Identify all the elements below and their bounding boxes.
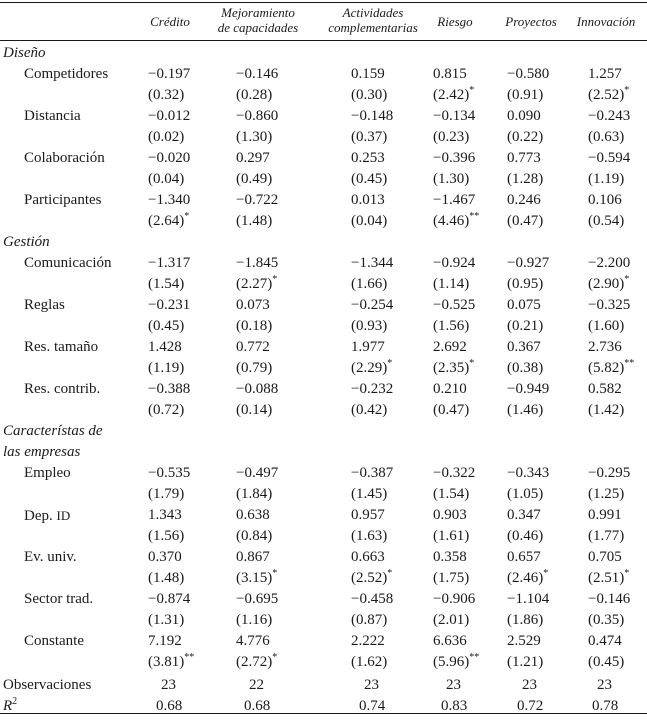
r-squared-cell: 0.72 <box>517 698 544 714</box>
column-header-line: Mejoramiento <box>221 5 295 20</box>
table-row-se <box>0 400 647 421</box>
coefficient-cell: −0.525 <box>433 297 476 313</box>
significance-mark: * <box>272 568 278 579</box>
r-squared-cell: 0.68 <box>244 698 271 714</box>
coefficient-cell: −1.467 <box>433 192 476 208</box>
table-row-se <box>0 358 647 379</box>
table-top-rule <box>0 2 647 3</box>
coefficient-cell: −0.232 <box>351 381 394 397</box>
coefficient-cell: −0.949 <box>507 381 550 397</box>
table-row <box>0 505 647 526</box>
table-row-se <box>0 274 647 295</box>
tstat-cell: (1.21) <box>507 654 544 670</box>
tstat-cell: (1.84) <box>236 486 273 502</box>
table-bottom-rule <box>0 713 647 714</box>
coefficient-cell: −0.088 <box>236 381 279 397</box>
coefficient-cell: −0.388 <box>148 381 191 397</box>
significance-mark: * <box>272 274 278 285</box>
tstat-cell: (0.32) <box>148 87 185 103</box>
tstat-cell: (1.16) <box>236 612 273 628</box>
coefficient-cell: −1.845 <box>236 255 279 271</box>
significance-mark: * <box>272 652 278 663</box>
tstat-cell: (1.48) <box>148 570 185 586</box>
tstat-cell: (4.46)** <box>433 211 480 229</box>
tstat-cell: (0.54) <box>588 213 625 229</box>
section-title-row <box>0 421 647 442</box>
coefficient-cell: 0.090 <box>507 108 541 124</box>
tstat-cell: (2.27)* <box>236 274 278 292</box>
coefficient-cell: −0.580 <box>507 66 550 82</box>
section-title-row <box>0 442 647 463</box>
tstat-cell: (1.25) <box>588 486 625 502</box>
r-squared-cell: 0.78 <box>592 698 619 714</box>
column-header-line: Proyectos <box>505 14 557 29</box>
table-row <box>0 547 647 568</box>
coefficient-cell: −0.322 <box>433 465 476 481</box>
coefficient-cell: −0.874 <box>148 591 191 607</box>
tstat-cell: (2.64)* <box>148 211 190 229</box>
coefficient-cell: 2.692 <box>433 339 467 355</box>
coefficient-cell: −0.396 <box>433 150 476 166</box>
variable-label: Participantes <box>24 192 102 208</box>
observations-cell: 23 <box>597 677 612 693</box>
coefficient-cell: 1.428 <box>148 339 182 355</box>
coefficient-cell: 4.776 <box>236 633 270 649</box>
coefficient-cell: 0.073 <box>236 297 270 313</box>
tstat-cell: (0.04) <box>148 171 185 187</box>
variable-label: Reglas <box>24 297 65 313</box>
table-row <box>0 190 647 211</box>
tstat-cell: (0.95) <box>507 276 544 292</box>
tstat-cell: (1.54) <box>433 486 470 502</box>
variable-label: Colaboración <box>24 150 105 166</box>
tstat-cell: (2.35)* <box>433 358 475 376</box>
coefficient-cell: 2.736 <box>588 339 622 355</box>
tstat-cell: (1.30) <box>236 129 273 145</box>
variable-label: Distancia <box>24 108 81 124</box>
coefficient-cell: −0.458 <box>351 591 394 607</box>
significance-mark: ** <box>469 211 480 222</box>
tstat-cell: (1.05) <box>507 486 544 502</box>
coefficient-cell: 6.636 <box>433 633 467 649</box>
variable-label: Res. tamaño <box>24 339 99 355</box>
table-row-se <box>0 211 647 232</box>
tstat-cell: (0.02) <box>148 129 185 145</box>
tstat-cell: (2.52)* <box>588 85 630 103</box>
tstat-cell: (1.66) <box>351 276 388 292</box>
tstat-cell: (1.79) <box>148 486 185 502</box>
table-row <box>0 379 647 400</box>
observations-label: Observaciones <box>3 677 92 693</box>
observations-row <box>0 675 647 696</box>
coefficient-cell: 2.222 <box>351 633 385 649</box>
variable-label: Dep. ID <box>24 508 71 524</box>
coefficient-cell: −1.340 <box>148 192 191 208</box>
r-squared-cell: 0.68 <box>156 698 183 714</box>
tstat-cell: (1.19) <box>588 171 625 187</box>
tstat-cell: (1.46) <box>507 402 544 418</box>
r-squared-cell: 0.74 <box>359 698 386 714</box>
coefficient-cell: −0.594 <box>588 150 631 166</box>
variable-label: Sector trad. <box>24 591 94 607</box>
coefficient-cell: 0.657 <box>507 549 541 565</box>
tstat-cell: (1.62) <box>351 654 388 670</box>
significance-mark: * <box>543 568 549 579</box>
tstat-cell: (2.42)* <box>433 85 475 103</box>
coefficient-cell: −0.243 <box>588 108 631 124</box>
coefficient-cell: −0.325 <box>588 297 631 313</box>
table-row <box>0 463 647 484</box>
coefficient-cell: 0.358 <box>433 549 467 565</box>
table-row-se <box>0 127 647 148</box>
tstat-cell: (1.30) <box>433 171 470 187</box>
coefficient-cell: 0.957 <box>351 507 385 523</box>
tstat-cell: (0.45) <box>588 654 625 670</box>
column-header-line: de capacidades <box>217 20 299 35</box>
coefficient-cell: −0.295 <box>588 465 631 481</box>
coefficient-cell: −0.146 <box>236 66 279 82</box>
tstat-cell: (2.52)* <box>351 568 393 586</box>
tstat-cell: (0.42) <box>351 402 388 418</box>
table-row <box>0 631 647 652</box>
tstat-cell: (0.47) <box>433 402 470 418</box>
tstat-cell: (2.29)* <box>351 358 393 376</box>
section-title-row <box>0 232 647 253</box>
tstat-cell: (1.75) <box>433 570 470 586</box>
coefficient-cell: 0.867 <box>236 549 270 565</box>
coefficient-cell: 0.159 <box>351 66 385 82</box>
coefficient-cell: −0.535 <box>148 465 191 481</box>
coefficient-cell: 1.257 <box>588 66 622 82</box>
coefficient-cell: −0.924 <box>433 255 476 271</box>
tstat-cell: (1.56) <box>433 318 470 334</box>
header-rule <box>0 40 647 41</box>
coefficient-cell: 1.977 <box>351 339 385 355</box>
tstat-cell: (0.45) <box>351 171 388 187</box>
significance-mark: ** <box>184 652 195 663</box>
coefficient-cell: −0.231 <box>148 297 191 313</box>
tstat-cell: (3.81)** <box>148 652 195 670</box>
section-title: Característas de <box>3 423 103 439</box>
tstat-cell: (1.56) <box>148 528 185 544</box>
tstat-cell: (1.60) <box>588 318 625 334</box>
column-header-line: Riesgo <box>437 14 473 29</box>
coefficient-cell: −0.254 <box>351 297 394 313</box>
coefficient-cell: 0.210 <box>433 381 467 397</box>
section-title: Diseño <box>3 45 46 61</box>
variable-label: Ev. univ. <box>24 549 77 565</box>
coefficient-cell: 0.075 <box>507 297 541 313</box>
coefficient-cell: 0.815 <box>433 66 467 82</box>
coefficient-cell: −0.722 <box>236 192 279 208</box>
tstat-cell: (2.72)* <box>236 652 278 670</box>
significance-mark: ** <box>624 358 635 369</box>
tstat-cell: (0.93) <box>351 318 388 334</box>
tstat-cell: (2.01) <box>433 612 470 628</box>
coefficient-cell: 0.638 <box>236 507 270 523</box>
coefficient-cell: −0.497 <box>236 465 279 481</box>
section-title: las empresas <box>3 444 81 460</box>
significance-mark: * <box>387 358 393 369</box>
tstat-cell: (0.28) <box>236 87 273 103</box>
tstat-cell: (0.21) <box>507 318 544 334</box>
tstat-cell: (0.47) <box>507 213 544 229</box>
significance-mark: * <box>624 568 630 579</box>
coefficient-cell: −0.860 <box>236 108 279 124</box>
tstat-cell: (0.18) <box>236 318 273 334</box>
coefficient-cell: −0.695 <box>236 591 279 607</box>
variable-label: Res. contrib. <box>24 381 101 397</box>
significance-mark: * <box>469 85 475 96</box>
tstat-cell: (3.15)* <box>236 568 278 586</box>
table-row-se <box>0 316 647 337</box>
observations-cell: 23 <box>446 677 461 693</box>
column-header-line: Actividades <box>342 5 404 20</box>
tstat-cell: (2.90)* <box>588 274 630 292</box>
significance-mark: ** <box>469 652 480 663</box>
coefficient-cell: 0.991 <box>588 507 622 523</box>
coefficient-cell: −2.200 <box>588 255 631 271</box>
table-row-se <box>0 610 647 631</box>
tstat-cell: (0.14) <box>236 402 273 418</box>
tstat-cell: (1.28) <box>507 171 544 187</box>
tstat-cell: (0.04) <box>351 213 388 229</box>
coefficient-cell: 0.772 <box>236 339 270 355</box>
tstat-cell: (0.72) <box>148 402 185 418</box>
tstat-cell: (0.35) <box>588 612 625 628</box>
coefficient-cell: 0.370 <box>148 549 182 565</box>
r-squared-symbol: R <box>3 698 13 714</box>
coefficient-cell: −1.344 <box>351 255 394 271</box>
tstat-cell: (1.31) <box>148 612 185 628</box>
table-row-se <box>0 484 647 505</box>
table-row-se <box>0 526 647 547</box>
tstat-cell: (1.45) <box>351 486 388 502</box>
coefficient-cell: 0.246 <box>507 192 541 208</box>
tstat-cell: (1.54) <box>148 276 185 292</box>
tstat-cell: (2.46)* <box>507 568 549 586</box>
tstat-cell: (1.61) <box>433 528 470 544</box>
column-header <box>546 14 647 29</box>
table-row <box>0 589 647 610</box>
coefficient-cell: 0.347 <box>507 507 541 523</box>
tstat-cell: (0.87) <box>351 612 388 628</box>
tstat-cell: (0.30) <box>351 87 388 103</box>
tstat-cell: (0.91) <box>507 87 544 103</box>
observations-cell: 23 <box>522 677 537 693</box>
table-row-se <box>0 169 647 190</box>
tstat-cell: (1.77) <box>588 528 625 544</box>
r-squared-cell: 0.83 <box>441 698 468 714</box>
significance-mark: * <box>624 85 630 96</box>
variable-label: Comunicación <box>24 255 112 271</box>
tstat-cell: (0.37) <box>351 129 388 145</box>
coefficient-cell: 0.705 <box>588 549 622 565</box>
table-row <box>0 148 647 169</box>
tstat-cell: (0.38) <box>507 360 544 376</box>
significance-mark: * <box>469 358 475 369</box>
coefficient-cell: −0.906 <box>433 591 476 607</box>
coefficient-cell: −0.146 <box>588 591 631 607</box>
r-squared-superscript: 2 <box>12 696 18 707</box>
observations-cell: 23 <box>161 677 176 693</box>
column-header-line: complementarias <box>328 20 418 35</box>
tstat-cell: (0.84) <box>236 528 273 544</box>
tstat-cell: (1.48) <box>236 213 273 229</box>
tstat-cell: (1.86) <box>507 612 544 628</box>
table-row <box>0 64 647 85</box>
significance-mark: * <box>387 568 393 579</box>
coefficient-cell: 0.367 <box>507 339 541 355</box>
coefficient-cell: −0.134 <box>433 108 476 124</box>
coefficient-cell: 7.192 <box>148 633 182 649</box>
significance-mark: * <box>184 211 190 222</box>
observations-cell: 22 <box>249 677 264 693</box>
coefficient-cell: −0.387 <box>351 465 394 481</box>
tstat-cell: (1.14) <box>433 276 470 292</box>
table-row <box>0 106 647 127</box>
coefficient-cell: −0.197 <box>148 66 191 82</box>
table-row-se <box>0 652 647 673</box>
table-row <box>0 295 647 316</box>
coefficient-cell: 0.106 <box>588 192 622 208</box>
significance-mark: * <box>624 274 630 285</box>
variable-label: Empleo <box>24 465 71 481</box>
tstat-cell: (0.63) <box>588 129 625 145</box>
tstat-cell: (1.42) <box>588 402 625 418</box>
coefficient-cell: 2.529 <box>507 633 541 649</box>
coefficient-cell: −1.317 <box>148 255 191 271</box>
id-smallcaps: ID <box>56 508 71 523</box>
tstat-cell: (0.45) <box>148 318 185 334</box>
section-title-row <box>0 43 647 64</box>
coefficient-cell: 0.297 <box>236 150 270 166</box>
coefficient-cell: 0.582 <box>588 381 622 397</box>
coefficient-cell: 0.663 <box>351 549 385 565</box>
table-row <box>0 253 647 274</box>
coefficient-cell: 0.773 <box>507 150 541 166</box>
coefficient-cell: −0.012 <box>148 108 191 124</box>
tstat-cell: (5.82)** <box>588 358 635 376</box>
coefficient-cell: 0.253 <box>351 150 385 166</box>
variable-label: Constante <box>24 633 84 649</box>
variable-label: Competidores <box>24 66 109 82</box>
observations-cell: 23 <box>364 677 379 693</box>
coefficient-cell: 1.343 <box>148 507 182 523</box>
tstat-cell: (0.46) <box>507 528 544 544</box>
coefficient-cell: 0.903 <box>433 507 467 523</box>
coefficient-cell: −0.927 <box>507 255 550 271</box>
table-row <box>0 337 647 358</box>
coefficient-cell: −0.020 <box>148 150 191 166</box>
coefficient-cell: −1.104 <box>507 591 550 607</box>
column-header <box>198 5 318 35</box>
tstat-cell: (0.22) <box>507 129 544 145</box>
coefficient-cell: −0.343 <box>507 465 550 481</box>
column-header-line: Crédito <box>150 14 190 29</box>
coefficient-cell: 0.474 <box>588 633 622 649</box>
table-row-se <box>0 568 647 589</box>
tstat-cell: (5.96)** <box>433 652 480 670</box>
table-row-se <box>0 85 647 106</box>
tstat-cell: (0.23) <box>433 129 470 145</box>
tstat-cell: (1.19) <box>148 360 185 376</box>
coefficient-cell: 0.013 <box>351 192 385 208</box>
tstat-cell: (0.79) <box>236 360 273 376</box>
tstat-cell: (1.63) <box>351 528 388 544</box>
tstat-cell: (2.51)* <box>588 568 630 586</box>
coefficient-cell: −0.148 <box>351 108 394 124</box>
column-header-line: Innovación <box>576 14 636 29</box>
tstat-cell: (0.49) <box>236 171 273 187</box>
section-title: Gestión <box>3 234 50 250</box>
